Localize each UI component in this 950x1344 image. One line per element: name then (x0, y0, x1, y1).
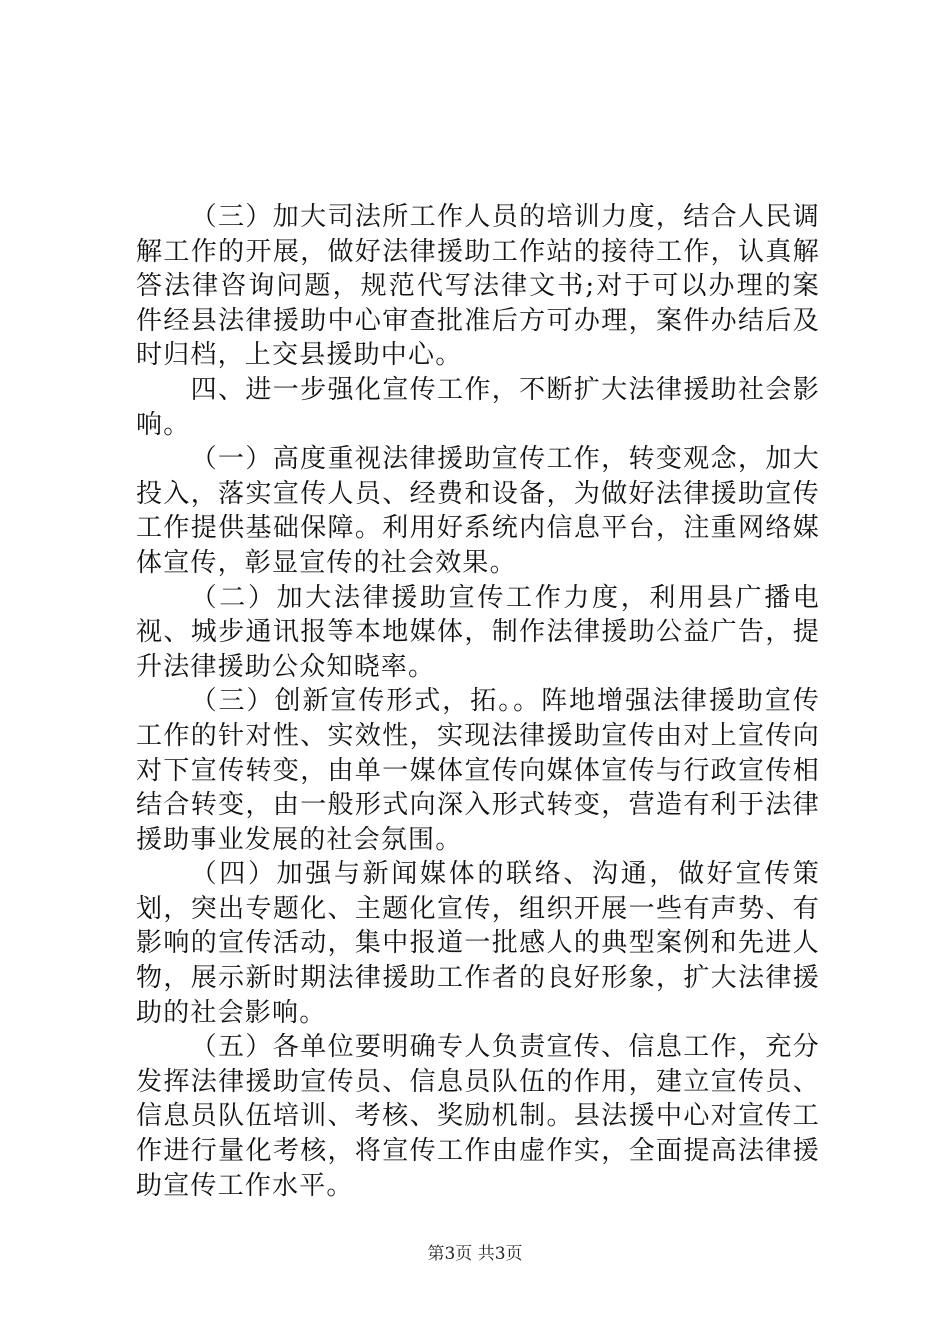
paragraph-publicity-1: （一）高度重视法律援助宣传工作，转变观念，加大投入，落实宣传人员、经费和设备，为做好法律援助宣传工作提供基础保障。利用好系统内信息平台，注重网络媒体宣传，彰显宣传的社会效果。 (136, 444, 820, 578)
paragraph-publicity-3: （三）创新宣传形式，拓。。阵地增强法律援助宣传工作的针对性、实效性，实现法律援助宣传由对上宣传向对下宣传转变，由单一媒体宣传向媒体宣传与行政宣传相结合转变，由一般形式向深入形式转变，营造有利于法律援助事业发展的社会氛围。 (136, 686, 820, 855)
paragraph-training: （三）加大司法所工作人员的培训力度，结合人民调解工作的开展，做好法律援助工作站的接待工作，认真解答法律咨询问题，规范代写法律文书;对于可以办理的案件经县法律援助中心审查批准后方可办理，案件办结后及时归档，上交县援助中心。 (136, 202, 820, 371)
paragraph-publicity-2: （二）加大法律援助宣传工作力度，利用县广播电视、城步通讯报等本地媒体，制作法律援助公益广告，提升法律援助公众知晓率。 (136, 582, 820, 682)
paragraph-publicity-5: （五）各单位要明确专人负责宣传、信息工作，充分发挥法律援助宣传员、信息员队伍的作用，建立宣传员、信息员队伍培训、考核、奖励机制。县法援中心对宣传工作进行量化考核，将宣传工作由虚作实，全面提高法律援助宣传工作水平。 (136, 1032, 820, 1201)
paragraph-publicity-4: （四）加强与新闻媒体的联络、沟通，做好宣传策划，突出专题化、主题化宣传，组织开展一些有声势、有影响的宣传活动，集中报道一批感人的典型案例和先进人物，展示新时期法律援助工作者的良好形象，扩大法律援助的社会影响。 (136, 859, 820, 1028)
page-number-footer: 第3页 共3页 (427, 1244, 523, 1264)
section-heading-publicity: 四、进一步强化宣传工作，不断扩大法律援助社会影响。 (136, 374, 820, 440)
document-body (136, 200, 820, 1203)
